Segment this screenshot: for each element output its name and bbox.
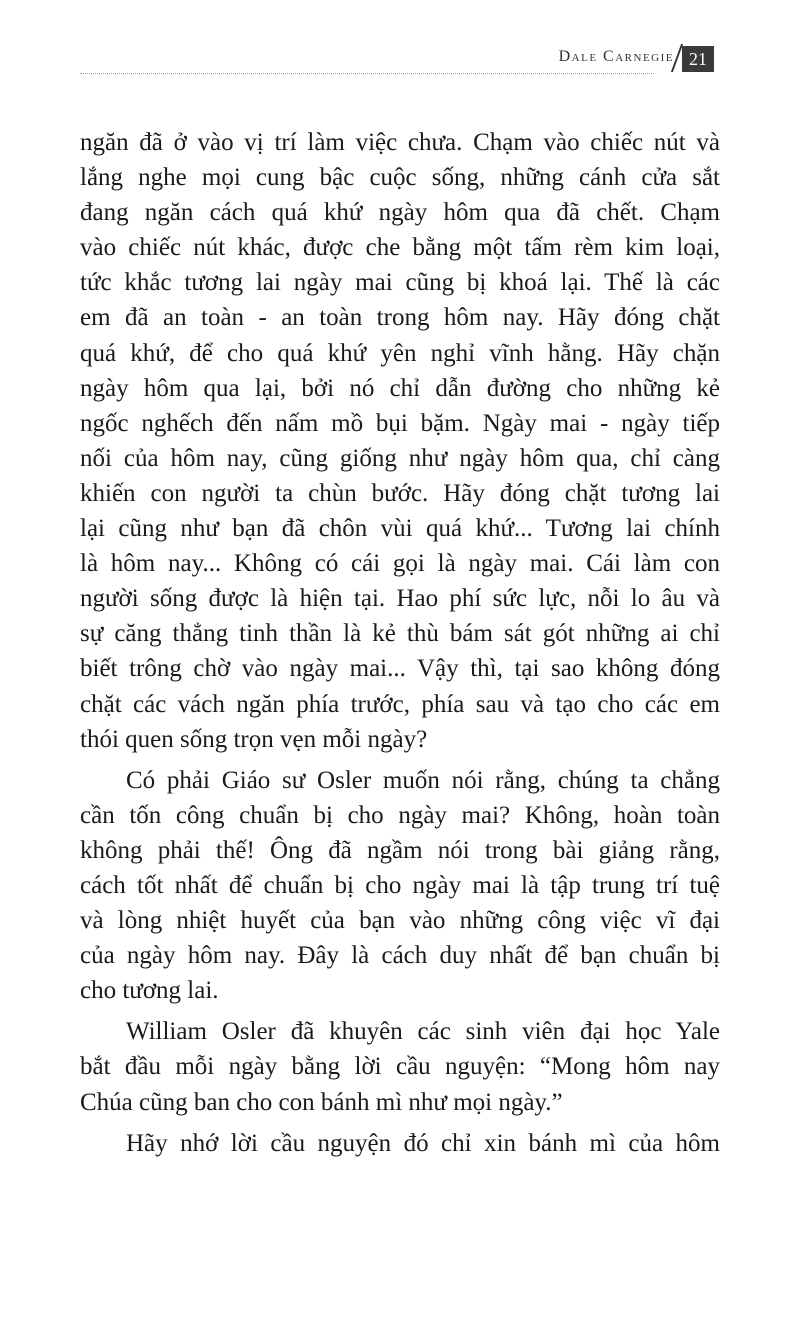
text-line: không phải thế! Ông đã ngầm nói trong bài giảng rằng, — [80, 836, 720, 864]
paragraph-3 — [80, 1014, 720, 1119]
text-line: sự căng thẳng tinh thần là kẻ thù bám sát gót những ai chỉ — [80, 620, 720, 648]
text-line: ngốc nghếch đến nấm mồ bụi bặm. Ngày mai - ngày tiếp — [80, 409, 720, 437]
text-line: vào chiếc nút khác, được che bằng một tấm rèm kim loại, — [80, 234, 720, 262]
text-line: cách tốt nhất để chuẩn bị cho ngày mai là tập trung trí tuệ — [80, 871, 720, 899]
text-line: Hãy nhớ lời cầu nguyện đó chỉ xin bánh mì của hôm — [126, 1129, 720, 1157]
page-header — [80, 46, 714, 74]
paragraph-2 — [80, 763, 720, 1009]
text-line: của ngày hôm nay. Đây là cách duy nhất để bạn chuẩn bị — [80, 942, 720, 970]
header-rule — [80, 73, 654, 74]
page-number: 21 — [682, 46, 714, 72]
running-head-author: Dale Carnegie — [558, 48, 674, 65]
text-line: lắng nghe mọi cung bậc cuộc sống, những cánh cửa sắt — [80, 164, 720, 192]
text-line: biết trông chờ vào ngày mai... Vậy thì, tại sao không đóng — [80, 655, 720, 683]
text-line: người sống được là hiện tại. Hao phí sức lực, nỗi lo âu và — [80, 585, 720, 613]
text-line: ngày hôm qua lại, bởi nó chỉ dẫn đường cho những kẻ — [80, 374, 720, 402]
text-line: đang ngăn cách quá khứ ngày hôm qua đã chết. Chạm — [80, 199, 720, 227]
text-line: tức khắc tương lai ngày mai cũng bị khoá lại. Thế là các — [80, 269, 720, 297]
text-line: William Osler đã khuyên các sinh viên đại học Yale — [126, 1018, 720, 1046]
text-line: em đã an toàn - an toàn trong hôm nay. Hãy đóng chặt — [80, 304, 720, 332]
text-line: và lòng nhiệt huyết của bạn vào những công việc vĩ đại — [80, 907, 720, 935]
paragraph-1 — [80, 125, 720, 757]
text-line: thói quen sống trọn vẹn mỗi ngày? — [80, 725, 428, 753]
text-line: cho tương lai. — [80, 977, 219, 1005]
text-line: là hôm nay... Không có cái gọi là ngày mai. Cái làm con — [80, 550, 720, 578]
text-line: khiến con người ta chùn bước. Hãy đóng chặt tương lai — [80, 479, 720, 507]
text-line: quá khứ, để cho quá khứ yên nghỉ vĩnh hằng. Hãy chặn — [80, 339, 720, 367]
body-text — [80, 125, 720, 1161]
text-line: chặt các vách ngăn phía trước, phía sau và tạo cho các em — [80, 690, 720, 718]
text-line: lại cũng như bạn đã chôn vùi quá khứ... Tương lai chính — [80, 515, 720, 543]
text-line: ngăn đã ở vào vị trí làm việc chưa. Chạm vào chiếc nút và — [80, 129, 720, 156]
text-line: Có phải Giáo sư Osler muốn nói rằng, chúng ta chẳng — [126, 766, 720, 794]
text-line: bắt đầu mỗi ngày bằng lời cầu nguyện: “Mong hôm nay — [80, 1053, 720, 1081]
paragraph-4 — [80, 1126, 720, 1161]
text-line: cần tốn công chuẩn bị cho ngày mai? Không, hoàn toàn — [80, 801, 720, 829]
text-line: Chúa cũng ban cho con bánh mì như mọi ngày.” — [80, 1088, 563, 1116]
text-line: nối của hôm nay, cũng giống như ngày hôm qua, chỉ càng — [80, 444, 720, 472]
